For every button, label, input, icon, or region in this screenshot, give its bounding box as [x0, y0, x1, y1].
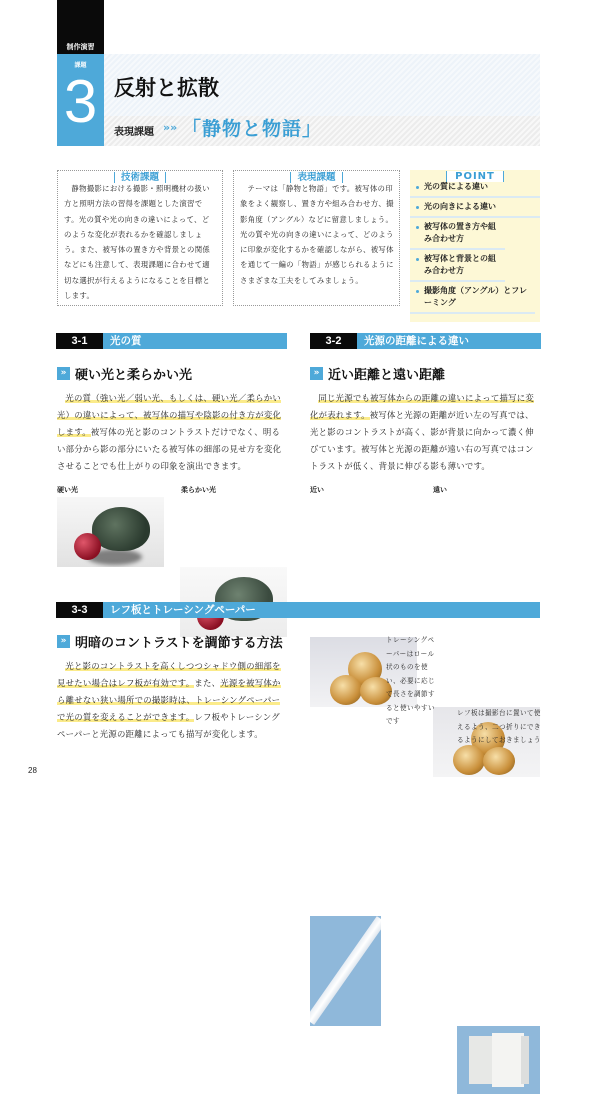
- point-title: POINT: [446, 171, 504, 182]
- highlighted-text: 同じ光源でも被写体からの距離の違いによって描写に変化が表れます。: [310, 393, 535, 420]
- section-paragraph: 光の質（強い光／弱い光、もしくは、硬い光／柔らかい光）の違いによって、被写体の描写や陰影の付き方が変化します。被写体の光と影のコントラストだけでなく、明るい部分から影の部分にいたる被写体の細部の見せ方を変化させることでも仕上がりの印象を演出できます。: [57, 393, 282, 471]
- chevron-icon: »»: [163, 121, 178, 134]
- section-number: 3-3: [56, 602, 103, 618]
- photo-caption: 遠い: [433, 486, 447, 494]
- chevron-icon: »: [310, 367, 323, 380]
- point-item: 光の質による違い: [410, 178, 540, 198]
- point-item: 光の向きによる違い: [410, 198, 540, 218]
- photo-reflector-board: [457, 1026, 540, 1094]
- page-title: 反射と拡散: [114, 76, 219, 100]
- heading-text: 明暗のコントラストを調節する方法: [75, 636, 283, 651]
- box-text: 静物撮影における撮影・照明機材の扱い方と照明方法の習得を課題とした演習です。光の質や光の向きの違いによって、どのような変化が表れるかを確認しましょう。また、被写体の置き方や背景との関係などにも注意して、表現課題に合わせて適切な選択が行えるようになることを目標とします。: [64, 184, 211, 301]
- section-title: 光の質: [110, 335, 142, 347]
- photo-tracing-paper-roll: [310, 916, 381, 1026]
- photo-caption: 硬い光: [57, 486, 78, 494]
- subsection-heading: [57, 632, 283, 651]
- photo-caption: トレーシングペーパーはロール状のものを使い、必要に応じて長さを調節すると使いやすいです: [386, 636, 435, 725]
- heading-text: 硬い光と柔らかい光: [75, 368, 193, 383]
- section-paragraph: 同じ光源でも被写体からの距離の違いによって描写に変化が表れます。被写体と光源の距離が近い左の写真では、光と影のコントラストが高く、影が背景に向かって濃く伸びています。被写体と光源の距離が遠い右の写真ではコントラストが低く、背景に伸びる影も薄いです。: [310, 393, 535, 471]
- point-item: 被写体と背景との組み合わせ方: [410, 250, 505, 282]
- point-item: 被写体の置き方や組み合わせ方: [410, 218, 505, 250]
- photo-caption: 柔らかい光: [181, 486, 216, 494]
- highlighted-text: 光源を被写体から離せない狭い場所での撮影時は、トレーシングペーパーで光の質を変えることができます。: [57, 678, 281, 722]
- header-category: 制作演習: [66, 43, 95, 51]
- highlighted-text: 光の質（強い光／弱い光、もしくは、硬い光／柔らかい光）の違いによって、被写体の描写や陰影の付き方が変化します。: [57, 393, 282, 437]
- box-title: 表現課題: [290, 172, 342, 183]
- header-number: 3: [63, 68, 98, 135]
- section-bar-3-2: [310, 333, 541, 349]
- expression-task-box: [233, 170, 400, 306]
- photo-caption: 近い: [310, 486, 324, 494]
- section-number: 3-2: [310, 333, 357, 349]
- section-bar-3-1: [56, 333, 287, 349]
- box-title: 技術課題: [114, 172, 166, 183]
- photo-hard-light: [57, 497, 164, 567]
- page-subtitle: 「静物と物語」: [182, 118, 323, 140]
- section-bar-3-3: [56, 602, 540, 618]
- subsection-heading: [57, 364, 192, 383]
- subsection-heading: [310, 364, 445, 383]
- chevron-icon: »: [57, 635, 70, 648]
- highlighted-text: 光と影のコントラストを高くしつつシャドウ側の細部を見せたい場合はレフ板が有効です。: [57, 661, 281, 688]
- subtitle-label: 表現課題: [114, 127, 154, 138]
- heading-text: 近い距離と遠い距離: [328, 368, 446, 383]
- point-list: [410, 178, 540, 314]
- photo-caption: レフ板は撮影台に置いて使えるよう、二つ折りにできるようにしておきましょう: [457, 709, 541, 744]
- section-number: 3-1: [56, 333, 103, 349]
- point-box: [410, 170, 540, 322]
- page-number: 28: [28, 766, 37, 775]
- section-title: 光源の距離による違い: [364, 335, 469, 347]
- header-kadai-label: 課題: [74, 62, 87, 69]
- box-text: テーマは「静物と物語」です。被写体の印象をよく観察し、置き方や組み合わせ方、撮影角度（アングル）などに留意しましょう。光の質や光の向きの違いによって、どのように印象が変化するかを確認しながら、被写体を通じて一編の「物語」が感じられるようにさまざまな工夫をしてみましょう。: [240, 184, 394, 285]
- technical-task-box: [57, 170, 223, 306]
- section-title: レフ板とトレーシングペーパー: [110, 604, 256, 616]
- point-item: 撮影角度（アングル）とフレーミング: [410, 282, 535, 314]
- chevron-icon: »: [57, 367, 70, 380]
- section-paragraph: 光と影のコントラストを高くしつつシャドウ側の細部を見せたい場合はレフ板が有効です。また、光源を被写体から離せない狭い場所での撮影時は、トレーシングペーパーで光の質を変えることができます。レフ板やトレーシングペーパーと光源の距離によっても描写が変化します。: [57, 661, 281, 739]
